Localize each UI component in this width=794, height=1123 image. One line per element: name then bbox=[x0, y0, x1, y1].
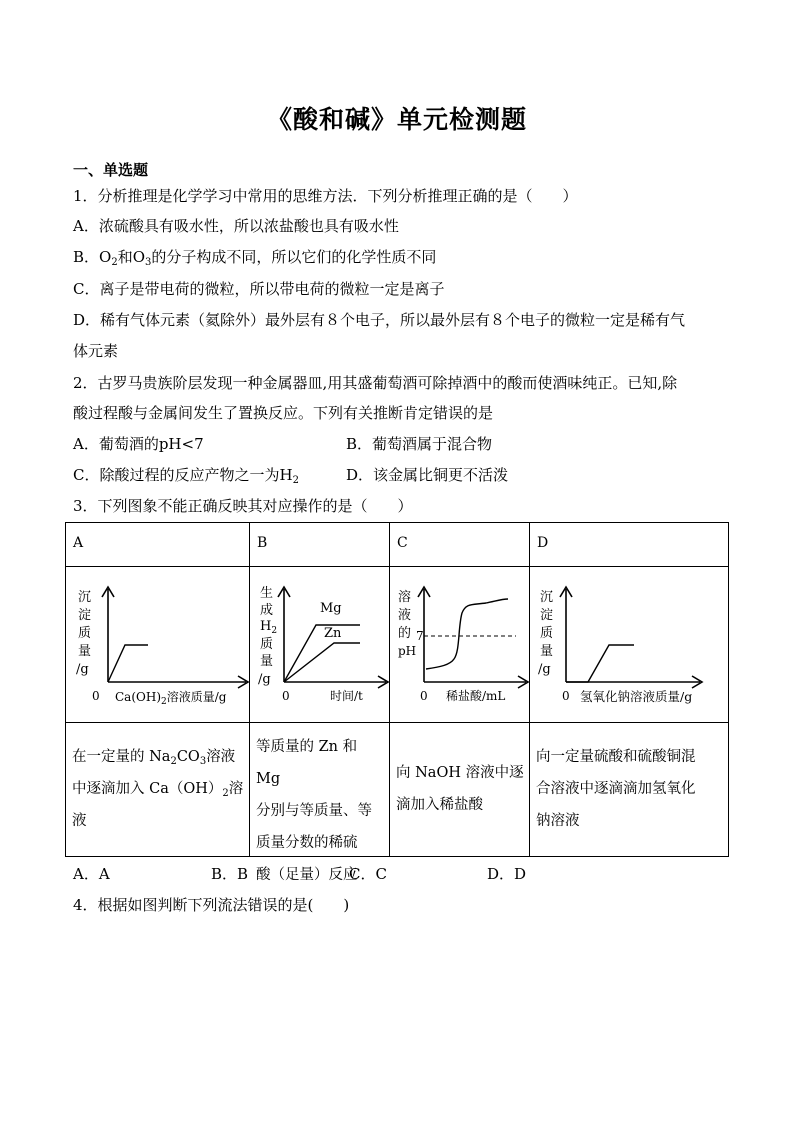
a-ylabel-2: 质 bbox=[78, 626, 92, 641]
section-heading: 一、单选题 bbox=[73, 161, 149, 179]
d-origin: 0 bbox=[562, 689, 570, 703]
b-label-mg: Mg bbox=[320, 601, 342, 616]
desc-d bbox=[529, 722, 729, 857]
q3-option-a: A．A bbox=[73, 865, 110, 883]
a-xlabel: $Ca(OH)_2$溶液质量/g bbox=[115, 690, 227, 707]
d-ylabel-1: 淀 bbox=[540, 608, 554, 623]
d-ylabel-2: 质 bbox=[540, 626, 554, 641]
q3-option-b: B．B bbox=[211, 865, 249, 883]
desc-a-line-3: 液 bbox=[72, 813, 87, 829]
b-label-zn: Zn bbox=[324, 626, 342, 641]
q4-stem: 4．根据如图判断下列流法错误的是( ) bbox=[73, 896, 350, 914]
graph-a-cell bbox=[65, 566, 250, 723]
q1-option-d-cont: 体元素 bbox=[73, 342, 119, 360]
header-c: C bbox=[389, 522, 530, 567]
a-origin: 0 bbox=[92, 689, 100, 703]
desc-a bbox=[65, 722, 250, 857]
desc-d-line-1: 向一定量硫酸和硫酸铜混 bbox=[536, 749, 696, 765]
d-ylabel-3: 量 bbox=[540, 644, 554, 659]
q3-stem: 3．下列图象不能正确反映其对应操作的是（ ） bbox=[73, 497, 413, 515]
a-ylabel-1: 淀 bbox=[78, 608, 92, 623]
c-origin: 0 bbox=[420, 689, 428, 703]
b-ylabel-2: $H_2$ bbox=[260, 619, 278, 636]
desc-c-line-1: 向 NaOH 溶液中逐 bbox=[396, 765, 524, 781]
c-ylabel-3: pH bbox=[398, 644, 417, 658]
c-ylabel-2: 的 bbox=[398, 626, 412, 641]
c-tick-7: 7 bbox=[416, 629, 424, 643]
graph-c bbox=[390, 567, 529, 722]
page-title: 《酸和碱》单元检测题 bbox=[266, 105, 527, 134]
b-ylabel-1: 成 bbox=[260, 603, 274, 618]
desc-b-line-2: 分别与等质量、等 bbox=[256, 803, 372, 819]
desc-c-line-2: 滴加入稀盐酸 bbox=[396, 797, 483, 813]
header-a: A bbox=[65, 522, 250, 567]
a-ylabel-4: /g bbox=[76, 662, 89, 677]
b-origin: 0 bbox=[282, 689, 290, 703]
b-ylabel-5: /g bbox=[258, 672, 271, 687]
graph-c-cell bbox=[389, 566, 530, 723]
b-xlabel: 时间/t bbox=[330, 689, 363, 703]
desc-d-line-2: 合溶液中逐滴滴加氢氧化 bbox=[536, 781, 696, 797]
q2-option-c: C．除酸过程的反应产物之一为$H_2$ bbox=[73, 466, 299, 486]
q2-option-d: D．该金属比铜更不活泼 bbox=[346, 466, 509, 484]
b-ylabel-0: 生 bbox=[260, 586, 274, 601]
d-curve bbox=[566, 645, 634, 682]
desc-d-line-3: 钠溶液 bbox=[536, 813, 580, 829]
b-ylabel-3: 质 bbox=[260, 637, 274, 652]
d-xlabel: 氢氧化钠溶液质量/g bbox=[580, 689, 693, 704]
q2-option-b: B．葡萄酒属于混合物 bbox=[346, 435, 493, 453]
q3-option-d: D．D bbox=[487, 865, 527, 883]
q3-option-c: C．C bbox=[349, 865, 387, 883]
b-ylabel-4: 量 bbox=[260, 654, 274, 669]
desc-b-line-3: 质量分数的稀硫 bbox=[256, 835, 358, 851]
q2-option-a: A．葡萄酒的pH<7 bbox=[73, 435, 204, 453]
a-curve bbox=[108, 645, 148, 682]
a-ylabel-0: 沉 bbox=[78, 590, 92, 605]
graph-d bbox=[530, 567, 728, 722]
desc-b-line-1: 等质量的 Zn 和 Mg bbox=[256, 739, 358, 787]
desc-b-line-4: 酸（足量）反应 bbox=[256, 867, 358, 883]
d-ylabel-4: /g bbox=[538, 662, 551, 677]
d-ylabel-0: 沉 bbox=[540, 590, 554, 605]
graph-a bbox=[66, 567, 249, 722]
c-xlabel: 稀盐酸/mL bbox=[446, 689, 506, 703]
q1-option-a: A．浓硫酸具有吸水性，所以浓盐酸也具有吸水性 bbox=[73, 217, 399, 235]
c-ylabel-0: 溶 bbox=[398, 590, 412, 605]
q1-stem: 1．分析推理是化学学习中常用的思维方法．下列分析推理正确的是（ ） bbox=[73, 187, 578, 205]
q1-option-d: D．稀有气体元素（氦除外）最外层有８个电子，所以最外层有８个电子的微粒一定是稀有气 bbox=[73, 311, 686, 329]
graph-b bbox=[250, 567, 389, 722]
header-b: B bbox=[249, 522, 390, 567]
q1-option-b: B．$O_2$和$O_3$的分子构成不同，所以它们的化学性质不同 bbox=[73, 248, 437, 268]
desc-a-line-1: 在一定量的 $Na_2CO_3$溶液 bbox=[72, 749, 236, 767]
desc-a-line-2: 中逐滴加入 $Ca(OH)_2$溶 bbox=[72, 781, 244, 799]
q2-stem: 2．古罗马贵族阶层发现一种金属器皿,用其盛葡萄酒可除掉酒中的酸而使酒味纯正。已知,除 bbox=[73, 374, 678, 392]
q2-stem-cont: 酸过程酸与金属间发生了置换反应。下列有关推断肯定错误的是 bbox=[73, 404, 494, 422]
c-ylabel-1: 液 bbox=[398, 608, 412, 623]
graph-b-cell bbox=[249, 566, 390, 723]
desc-c bbox=[389, 722, 530, 857]
q1-option-c: C．离子是带电荷的微粒，所以带电荷的微粒一定是离子 bbox=[73, 280, 445, 298]
graph-d-cell bbox=[529, 566, 729, 723]
header-d: D bbox=[529, 522, 729, 567]
a-ylabel-3: 量 bbox=[78, 644, 92, 659]
c-curve bbox=[426, 599, 508, 669]
